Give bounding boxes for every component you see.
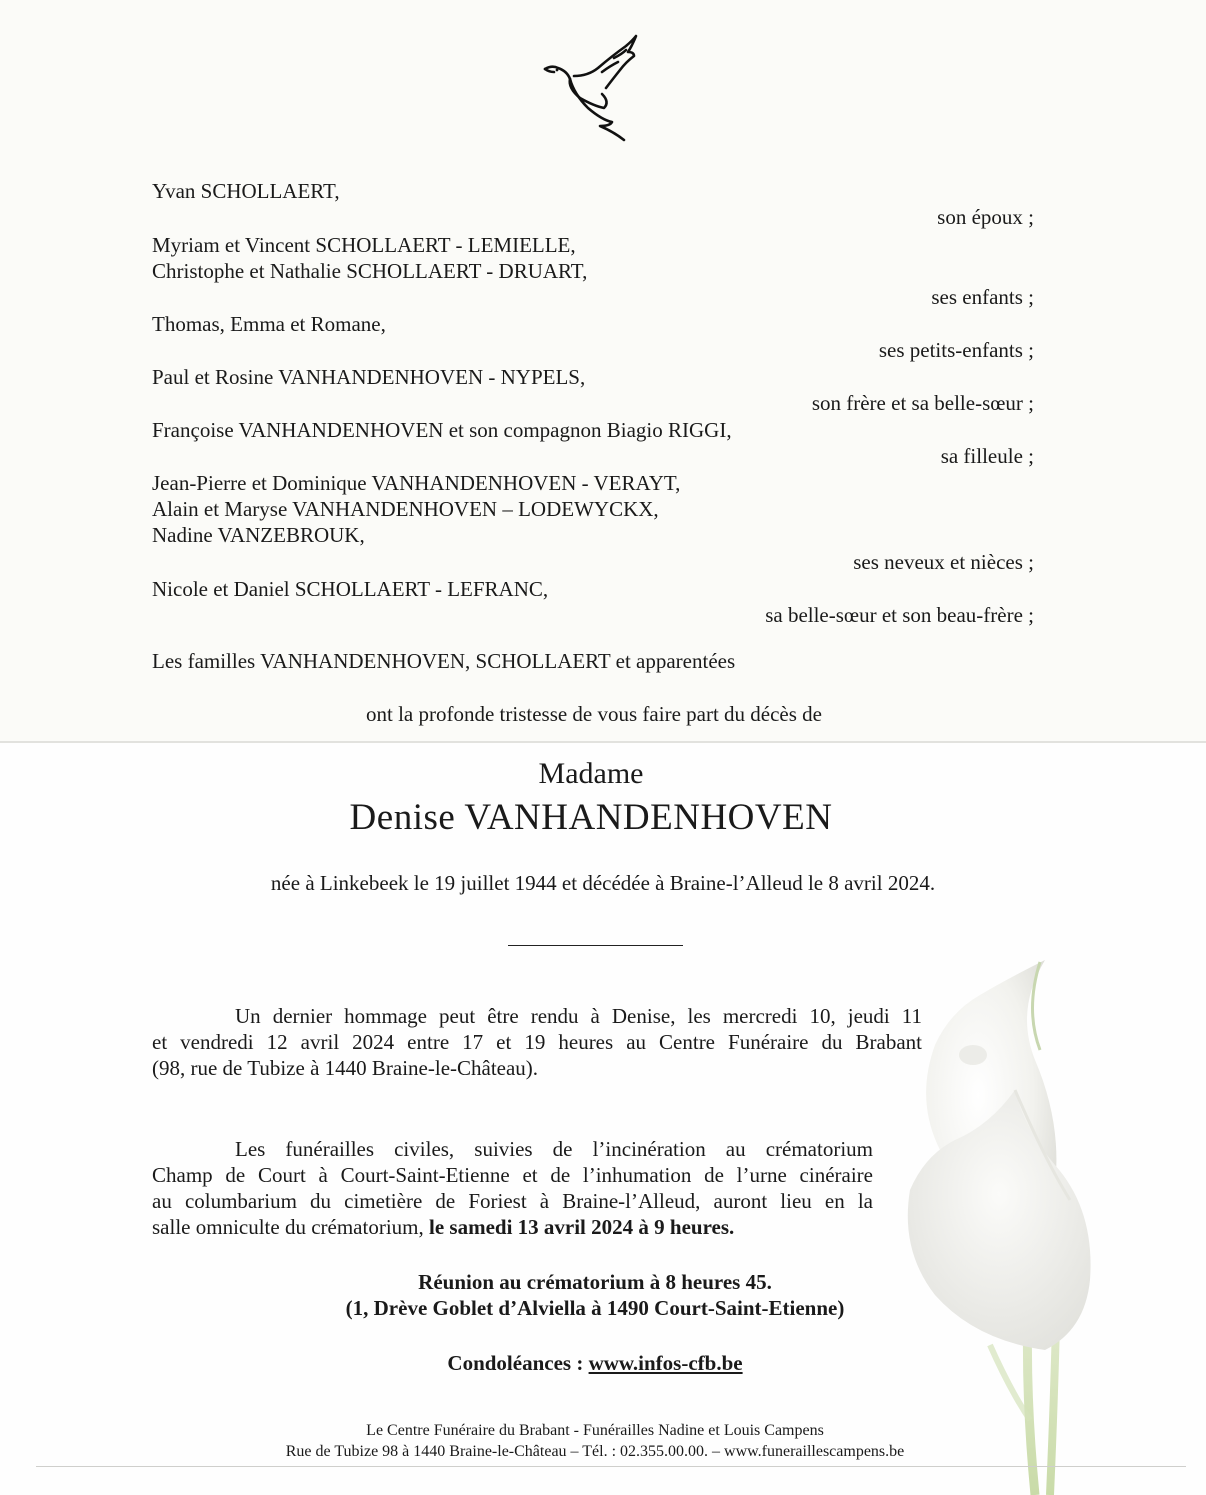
family-line: Christophe et Nathalie SCHOLLAERT - DRUART,: [152, 259, 588, 283]
family-line: Yvan SCHOLLAERT,: [152, 179, 340, 203]
family-line: Myriam et Vincent SCHOLLAERT - LEMIELLE,: [152, 233, 576, 257]
birth-death-line: née à Linkebeek le 19 juillet 1944 et décédée à Braine-l’Alleud le 8 avril 2024.: [270, 871, 936, 895]
family-line: Jean-Pierre et Dominique VANHANDENHOVEN - VERAYT,: [152, 471, 681, 495]
hommage-paragraph: [152, 1003, 922, 1081]
relation-label: son époux ;: [937, 205, 1034, 229]
relation-label: sa filleule ;: [940, 444, 1034, 468]
funeral-date-time: le samedi 13 avril 2024 à 9 heures.: [429, 1215, 735, 1239]
reunion-address: (1, Drève Goblet d’Alviella à 1490 Court-Saint-Etienne): [345, 1296, 845, 1320]
hommage-line: Un dernier hommage peut être rendu à Denise, les mercredi 10, jeudi 11: [235, 1004, 922, 1028]
condolences-label: Condoléances :: [447, 1351, 589, 1375]
footer-company: Le Centre Funéraire du Brabant - Funérailles Nadine et Louis Campens: [366, 1422, 824, 1439]
family-line: Paul et Rosine VANHANDENHOVEN - NYPELS,: [152, 365, 586, 389]
relation-label: ses petits-enfants ;: [878, 338, 1034, 362]
deceased-name: Denise VANHANDENHOVEN: [349, 797, 833, 838]
footer-address: Rue de Tubize 98 à 1440 Braine-le-Château – Tél. : 02.355.00.00. – www.funeraillescampens.be: [285, 1443, 905, 1460]
relation-label: ses neveux et nièces ;: [853, 550, 1034, 574]
family-line: Thomas, Emma et Romane,: [152, 312, 386, 336]
funeral-line: Champ de Court à Court-Saint-Etienne et de l’inhumation de l’urne cinéraire: [152, 1163, 873, 1187]
dove-icon: [540, 32, 640, 142]
hommage-line: (98, rue de Tubize à 1440 Braine-le-Château).: [152, 1056, 539, 1080]
funeral-line-last: [152, 1214, 873, 1240]
funeral-line: au columbarium du cimetière de Foriest à Braine-l’Alleud, auront lieu en la: [152, 1189, 873, 1213]
funeral-text: salle omniculte du crématorium,: [152, 1215, 429, 1239]
family-line: Alain et Maryse VANHANDENHOVEN – LODEWYCKX,: [152, 497, 659, 521]
relation-label: son frère et sa belle-sœur ;: [811, 391, 1034, 415]
funeral-line: Les funérailles civiles, suivies de l’incinération au crématorium: [235, 1137, 873, 1161]
funeral-paragraph: [152, 1136, 873, 1240]
reunion-line: Réunion au crématorium à 8 heures 45.: [418, 1270, 772, 1294]
dove-eye: [556, 69, 559, 72]
fold-line: [0, 741, 1206, 743]
relation-label: sa belle-sœur et son beau-frère ;: [765, 603, 1034, 627]
calla-lily-image: [895, 950, 1206, 1495]
family-line: Les familles VANHANDENHOVEN, SCHOLLAERT et apparentées: [152, 649, 736, 673]
family-line: Françoise VANHANDENHOVEN et son compagnon Biagio RIGGI,: [152, 418, 732, 442]
hommage-line: et vendredi 12 avril 2024 entre 17 et 19 heures au Centre Funéraire du Brabant: [152, 1030, 922, 1054]
bottom-rule: [36, 1466, 1186, 1467]
family-line: Nicole et Daniel SCHOLLAERT - LEFRANC,: [152, 577, 549, 601]
relation-label: ses enfants ;: [931, 285, 1034, 309]
announcement-text: ont la profonde tristesse de vous faire part du décès de: [365, 702, 822, 726]
family-line: Nadine VANZEBROUK,: [152, 523, 365, 547]
separator-line: [508, 945, 683, 946]
condolences-link[interactable]: www.infos-cfb.be: [588, 1351, 743, 1375]
deceased-title: Madame: [538, 757, 644, 790]
